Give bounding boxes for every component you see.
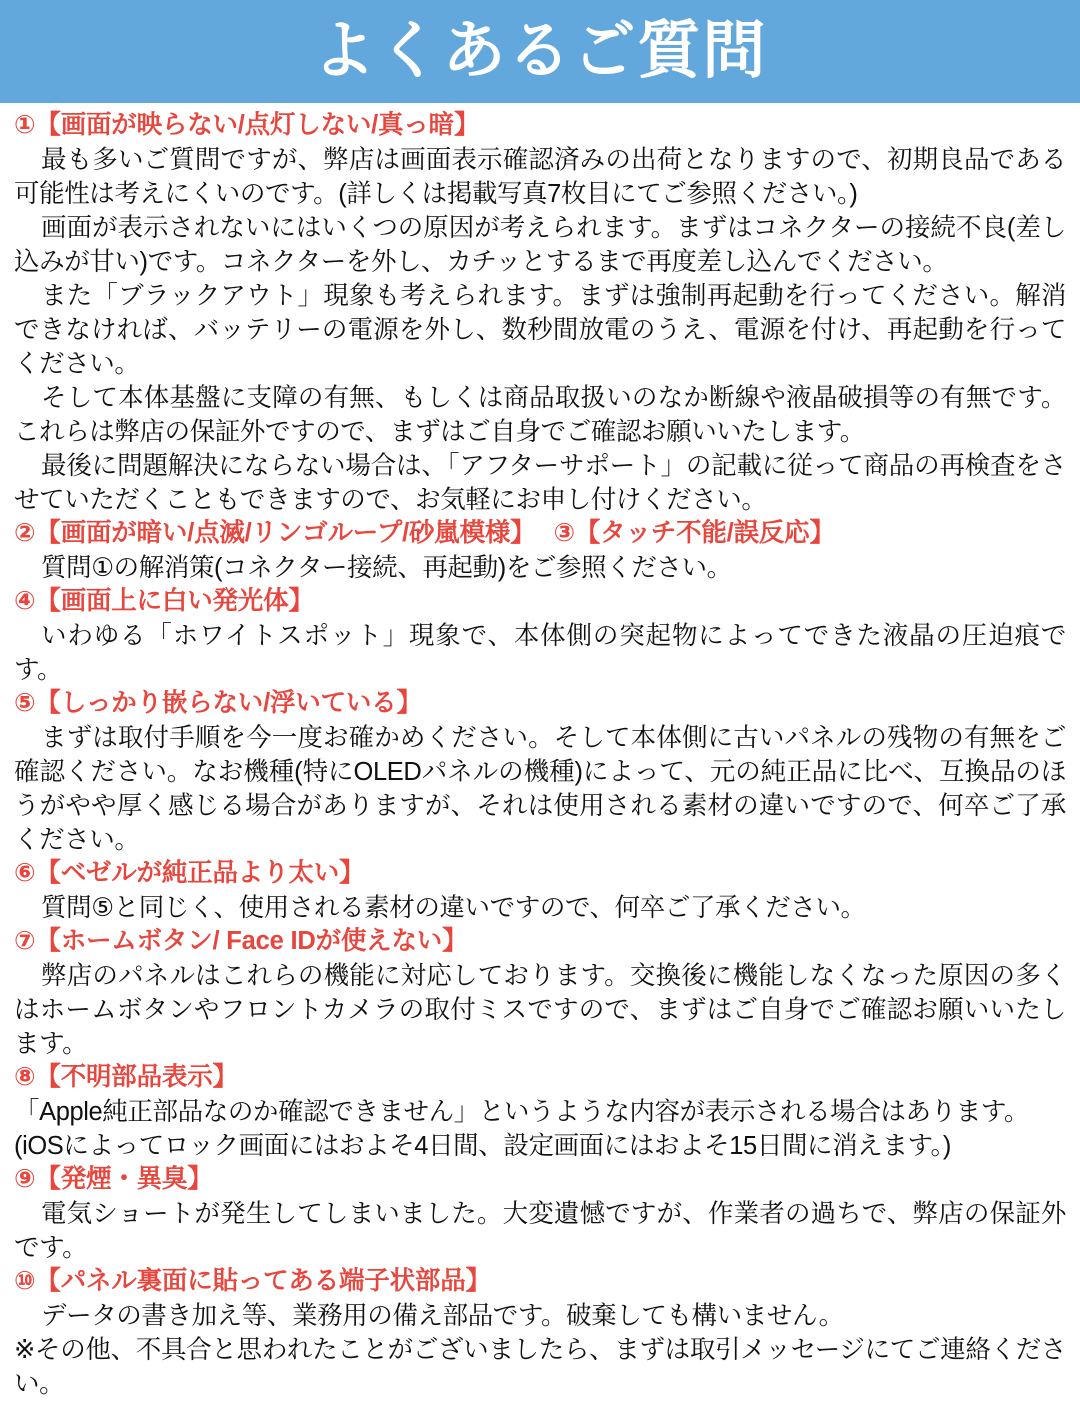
faq-heading-2 — [14, 517, 1066, 551]
faq-item-6 — [14, 857, 1066, 925]
faq-item-2 — [14, 517, 1066, 585]
faq-item-9 — [14, 1163, 1066, 1265]
faq-heading-8: ⑧【不明部品表示】 — [14, 1063, 238, 1092]
faq-item-5 — [14, 687, 1066, 857]
page-title: よくあるご質問 — [312, 16, 768, 86]
faq-item-7 — [14, 925, 1066, 1061]
faq-paragraph: 電気ショートが発生してしまいました。大変遺憾ですが、作業者の過ちで、弊店の保証外です。 — [14, 1200, 1066, 1263]
faq-heading-5: ⑤【しっかり嵌らない/浮いている】 — [14, 689, 422, 718]
page-header — [0, 0, 1080, 103]
faq-heading-10: ⑩【パネル裏面に貼ってある端子状部品】 — [14, 1267, 491, 1296]
faq-paragraph: 最も多いご質問ですが、弊店は画面表示確認済みの出荷となりますので、初期良品である可能性は考えにくいのです。(詳しくは掲載写真7枚目にてご参照ください。) — [14, 145, 1066, 208]
faq-item-8 — [14, 1061, 1066, 1163]
faq-item-10 — [14, 1265, 1066, 1333]
faq-paragraph: まずは取付手順を今一度お確かめください。そして本体側に古いパネルの残物の有無をご確認ください。なお機種(特にOLEDパネルの機種)によって、元の純正品に比べ、互換品のほうがやや厚く感じる場合がありますが、それは使用される素材の違いですので、何卒ご了承ください。 — [14, 724, 1066, 855]
faq-paragraph: データの書き加え等、業務用の備え部品です。破棄しても構いません。 — [41, 1301, 844, 1330]
faq-heading-1: ①【画面が映らない/点灯しない/真っ暗】 — [14, 111, 480, 139]
faq-paragraph: 弊店のパネルはこれらの機能に対応しております。交換後に機能しなくなった原因の多くはホームボタンやフロントカメラの取付ミスですので、まずはご自身でご確認お願いいたします。 — [14, 962, 1066, 1059]
faq-paragraph: いわゆる「ホワイトスポット」現象で、本体側の突起物によってできた液晶の圧迫痕です。 — [14, 622, 1066, 685]
faq-content — [0, 103, 1080, 1401]
faq-heading-3: ③【タッチ不能/誤反応】 — [553, 519, 835, 548]
faq-heading-6: ⑥【ベゼルが純正品より太い】 — [14, 859, 365, 888]
faq-item-1 — [14, 109, 1066, 517]
faq-paragraph: 「Apple純正部品なのか確認できません」というような内容が表示される場合はあります。 — [14, 1098, 1029, 1127]
faq-paragraph: 画面が表示されないにはいくつの原因が考えられます。まずはコネクターの接続不良(差し込みが甘い)です。コネクターを外し、カチッとするまで再度差し込んでください。 — [14, 213, 1066, 276]
faq-paragraph: 質問⑤と同じく、使用される素材の違いですので、何卒ご了承ください。 — [41, 894, 866, 923]
faq-heading-2-main: ②【画面が暗い/点滅/リンゴループ/砂嵐模様】 — [14, 519, 536, 548]
faq-paragraph: 質問①の解消策(コネクター接続、再起動)をご参照ください。 — [41, 554, 732, 583]
faq-paragraph: そして本体基盤に支障の有無、もしくは商品取扱いのなか断線や液晶破損等の有無です。これらは弊店の保証外ですので、まずはご自身でご確認お願いいたします。 — [14, 384, 1066, 447]
footer-note: ※その他、不具合と思われたことがございましたら、まずは取引メッセージにてご連絡ください。 — [14, 1336, 1066, 1399]
faq-paragraph: また「ブラックアウト」現象も考えられます。まずは強制再起動を行ってください。解消できなければ、バッテリーの電源を外し、数秒間放電のうえ、電源を付け、再起動を行ってください。 — [14, 282, 1066, 379]
faq-item-4 — [14, 585, 1066, 687]
faq-heading-9: ⑨【発煙・異臭】 — [14, 1165, 213, 1194]
faq-heading-7: ⑦【ホームボタン/ Face IDが使えない】 — [14, 927, 468, 956]
faq-paragraph: (iOSによってロック画面にはおよそ4日間、設定画面にはおよそ15日間に消えます。) — [14, 1132, 951, 1161]
faq-heading-4: ④【画面上に白い発光体】 — [14, 587, 314, 616]
faq-paragraph: 最後に問題解決にならない場合は、「アフターサポート」の記載に従って商品の再検査をさせていただくこともできますので、お気軽にお申し付けください。 — [14, 452, 1066, 515]
